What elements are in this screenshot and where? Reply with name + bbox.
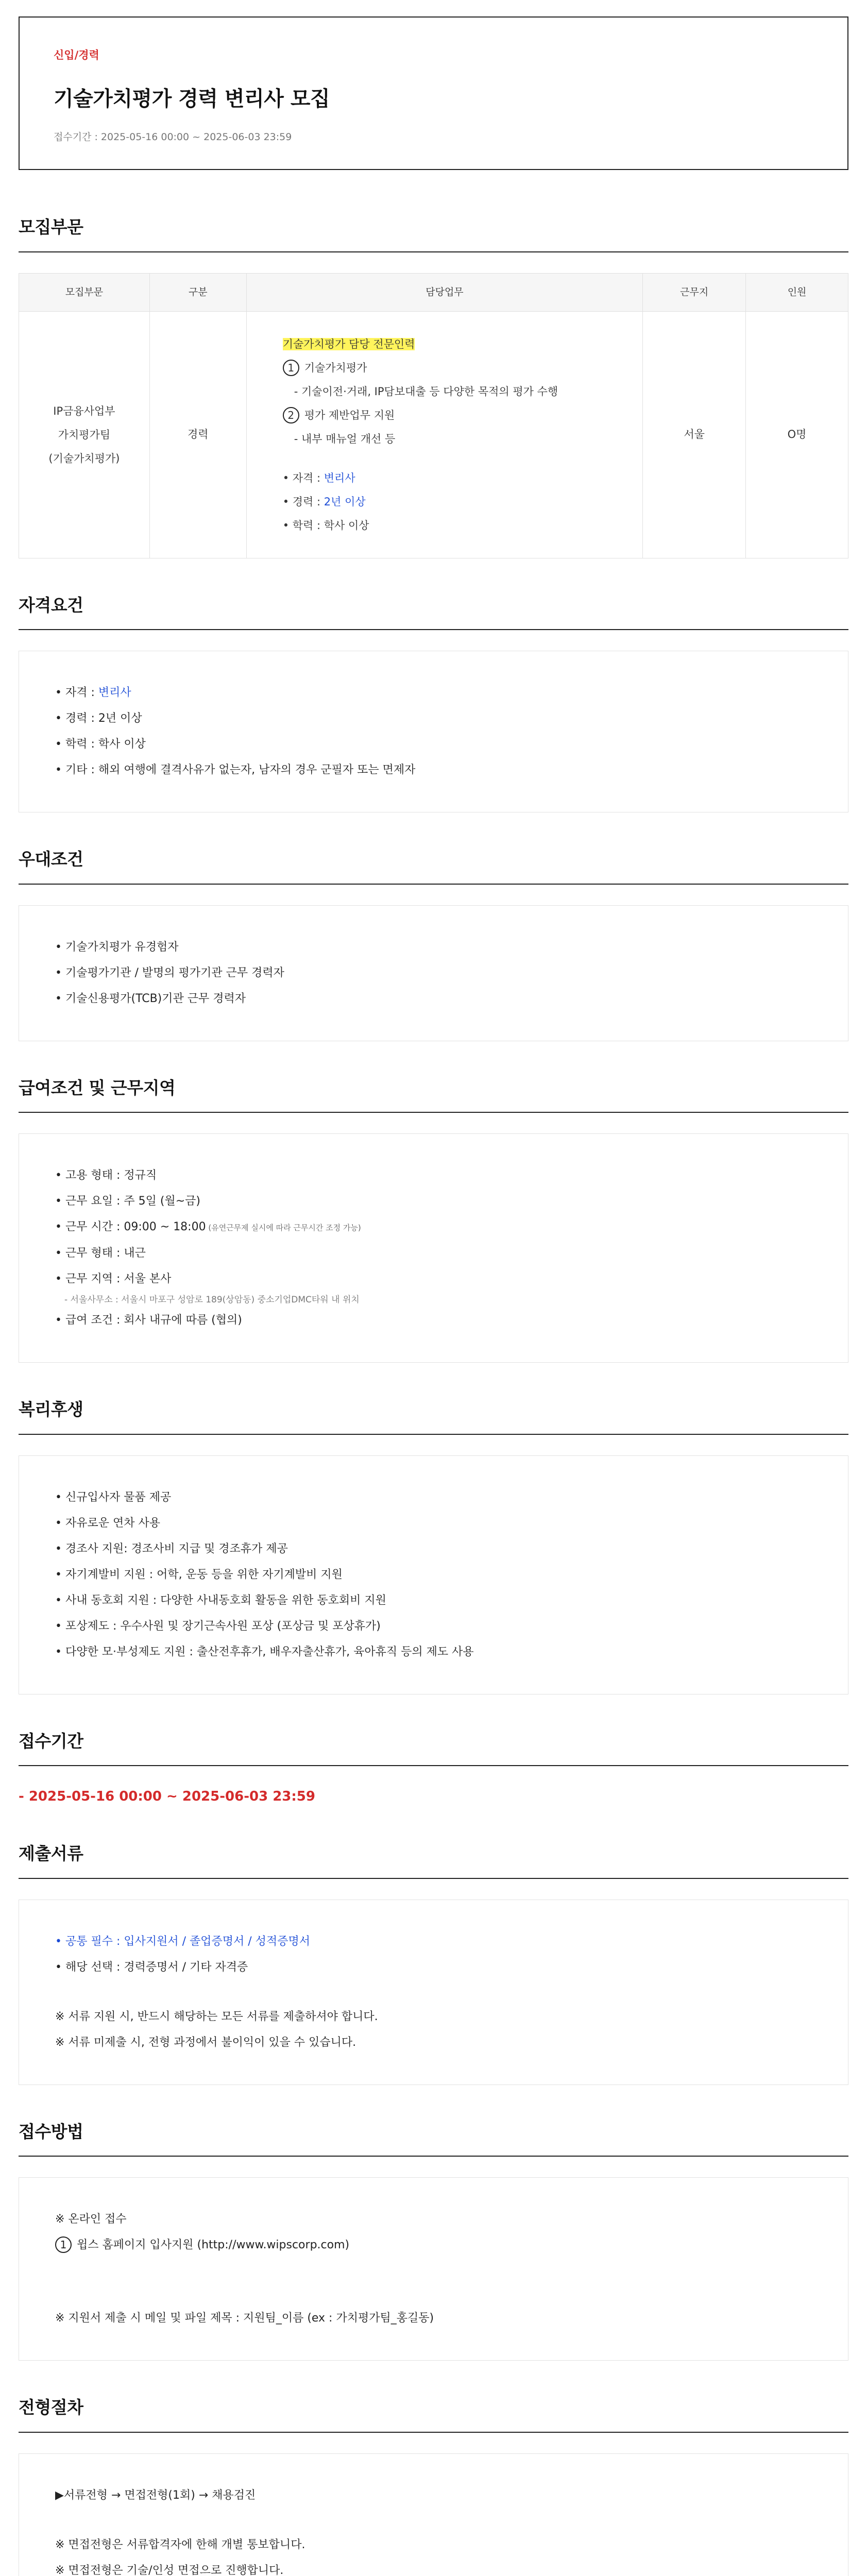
dept-line: IP금융사업부 xyxy=(53,404,115,417)
list-subitem: - 서울사무소 : 서울시 마포구 성암로 189(상암동) 중소기업DMC타워 내 위치 xyxy=(64,1295,360,1305)
qualification-section xyxy=(19,592,848,813)
note-item: ※ 서류 지원 시, 반드시 해당하는 모든 서류를 제출하셔야 합니다. xyxy=(55,2010,378,2023)
recruit-table xyxy=(19,273,848,558)
dept-cell xyxy=(19,311,150,558)
note-item: ※ 지원서 제출 시 메일 및 파일 제목 : 지원팀_이름 (ex : 가치평가팀_홍길동) xyxy=(55,2312,434,2325)
note-item: ※ 온라인 접수 xyxy=(55,2213,127,2226)
list-item: • 근무 형태 : 내근 xyxy=(55,1247,146,1260)
documents-box xyxy=(19,1900,848,2085)
process-box xyxy=(19,2453,848,2576)
list-item: • 경력 : 2년 이상 xyxy=(55,712,142,725)
duty-item: 기술가치평가 xyxy=(304,361,367,374)
page-title: 기술가치평가 경력 변리사 모집 xyxy=(54,87,330,111)
table-row xyxy=(19,311,848,558)
list-item: • 경조사 지원: 경조사비 지급 및 경조휴가 제공 xyxy=(55,1542,288,1555)
salary-box xyxy=(19,1133,848,1363)
dept-line: (기술가치평가) xyxy=(48,452,120,465)
duties-highlight: 기술가치평가 담당 전문인력 xyxy=(282,337,415,350)
qualification-box xyxy=(19,651,848,812)
process-flow: ▶서류전형 → 면접전형(1회) → 채용검진 xyxy=(55,2488,256,2502)
column-header: 모집부문 xyxy=(19,273,150,311)
duty-subitem: - 기술이전·거래, IP담보대출 등 다양한 목적의 평가 수행 xyxy=(294,385,558,398)
number-circle: 2 xyxy=(283,407,299,423)
period-section xyxy=(19,1728,848,1807)
application-period: 접수기간 : 2025-05-16 00:00 ~ 2025-06-03 23:59 xyxy=(54,131,292,143)
list-item: • 기술가치평가 유경험자 xyxy=(55,940,179,954)
column-header: 담당업무 xyxy=(246,273,643,311)
req-item: • 학력 : 학사 이상 xyxy=(282,519,369,532)
list-item: • 급여 조건 : 회사 내규에 따름 (협의) xyxy=(55,1314,242,1327)
table-header-row xyxy=(19,273,848,311)
duty-subitem: - 내부 매뉴얼 개선 등 xyxy=(294,432,396,445)
note-item: ※ 면접전형은 서류합격자에 한해 개별 통보합니다. xyxy=(55,2538,305,2551)
apply-box xyxy=(19,2177,848,2361)
list-item: • 기술신용평가(TCB)기관 근무 경력자 xyxy=(55,992,246,1005)
column-header: 인원 xyxy=(746,273,848,311)
section-title: 모집부문 xyxy=(19,214,848,252)
list-item: • 자기계발비 지원 : 어학, 운동 등을 위한 자기계발비 지원 xyxy=(55,1568,343,1581)
posting-header xyxy=(19,16,848,170)
list-item: • 학력 : 학사 이상 xyxy=(55,738,146,751)
list-item: 1 윕스 홈페이지 입사지원 (http://www.wipscorp.com) xyxy=(55,2232,814,2258)
note-item: ※ 면접전형은 기술/인성 면접으로 진행합니다. xyxy=(55,2564,284,2576)
section-title: 복리후생 xyxy=(19,1397,848,1435)
section-title: 급여조건 및 근무지역 xyxy=(19,1075,848,1113)
process-section xyxy=(19,2395,848,2576)
req-item: • 자격 : 변리사 xyxy=(282,471,355,484)
list-item: • 공통 필수 : 입사지원서 / 졸업증명서 / 성적증명서 xyxy=(55,1935,310,1948)
list-item: • 신규입사자 물품 제공 xyxy=(55,1490,172,1504)
list-item: • 자유로운 연차 사용 xyxy=(55,1516,160,1530)
list-item: • 기술평가기관 / 발명의 평가기관 근무 경력자 xyxy=(55,966,284,979)
section-title: 우대조건 xyxy=(19,846,848,885)
column-header: 근무지 xyxy=(643,273,746,311)
number-circle: 1 xyxy=(55,2236,72,2253)
list-item: • 고용 형태 : 정규직 xyxy=(55,1169,157,1182)
preference-box xyxy=(19,905,848,1041)
salary-section xyxy=(19,1075,848,1363)
list-item: • 근무 시간 : 09:00 ~ 18:00 (유연근무제 실시에 따라 근무시간 조정 가능) xyxy=(55,1221,361,1233)
list-item: • 근무 지역 : 서울 본사 xyxy=(55,1273,172,1285)
section-title: 접수기간 xyxy=(19,1728,848,1767)
req-item: • 경력 : 2년 이상 xyxy=(282,495,366,508)
list-item: • 기타 : 해외 여행에 결격사유가 없는자, 남자의 경우 군필자 또는 면제자 xyxy=(55,764,416,776)
welfare-box xyxy=(19,1455,848,1694)
column-header: 구분 xyxy=(149,273,246,311)
recruit-section xyxy=(19,214,848,558)
list-item: • 근무 요일 : 주 5일 (월~금) xyxy=(55,1195,200,1208)
count-cell: O명 xyxy=(746,311,848,558)
type-cell: 경력 xyxy=(149,311,246,558)
preference-section xyxy=(19,846,848,1041)
period-text: - 2025-05-16 00:00 ~ 2025-06-03 23:59 xyxy=(19,1789,315,1804)
list-item: • 자격 : 변리사 xyxy=(55,686,131,699)
duty-item: 평가 제반업무 지원 xyxy=(304,409,395,421)
documents-section xyxy=(19,1841,848,2085)
section-title: 접수방법 xyxy=(19,2119,848,2157)
list-item: • 포상제도 : 우수사원 및 장기근속사원 포상 (포상금 및 포상휴가) xyxy=(55,1619,381,1633)
section-title: 전형절차 xyxy=(19,2395,848,2433)
career-type-tag: 신입/경력 xyxy=(54,49,99,61)
list-item: • 해당 선택 : 경력증명서 / 기타 자격증 xyxy=(55,1960,248,1974)
list-item: • 사내 동호회 지원 : 다양한 사내동호회 활동을 위한 동호회비 지원 xyxy=(55,1594,386,1607)
dept-line: 가치평가팀 xyxy=(58,428,111,441)
list-item: • 다양한 모·부성제도 지원 : 출산전후휴가, 배우자출산휴가, 육아휴직 등의 제도 사용 xyxy=(55,1645,474,1658)
apply-section xyxy=(19,2119,848,2361)
section-title: 제출서류 xyxy=(19,1841,848,1879)
number-circle: 1 xyxy=(283,360,299,376)
note-item: ※ 서류 미제출 시, 전형 과정에서 불이익이 있을 수 있습니다. xyxy=(55,2036,356,2049)
location-cell: 서울 xyxy=(643,311,746,558)
section-title: 자격요건 xyxy=(19,592,848,631)
welfare-section xyxy=(19,1397,848,1694)
duties-cell xyxy=(246,311,643,558)
